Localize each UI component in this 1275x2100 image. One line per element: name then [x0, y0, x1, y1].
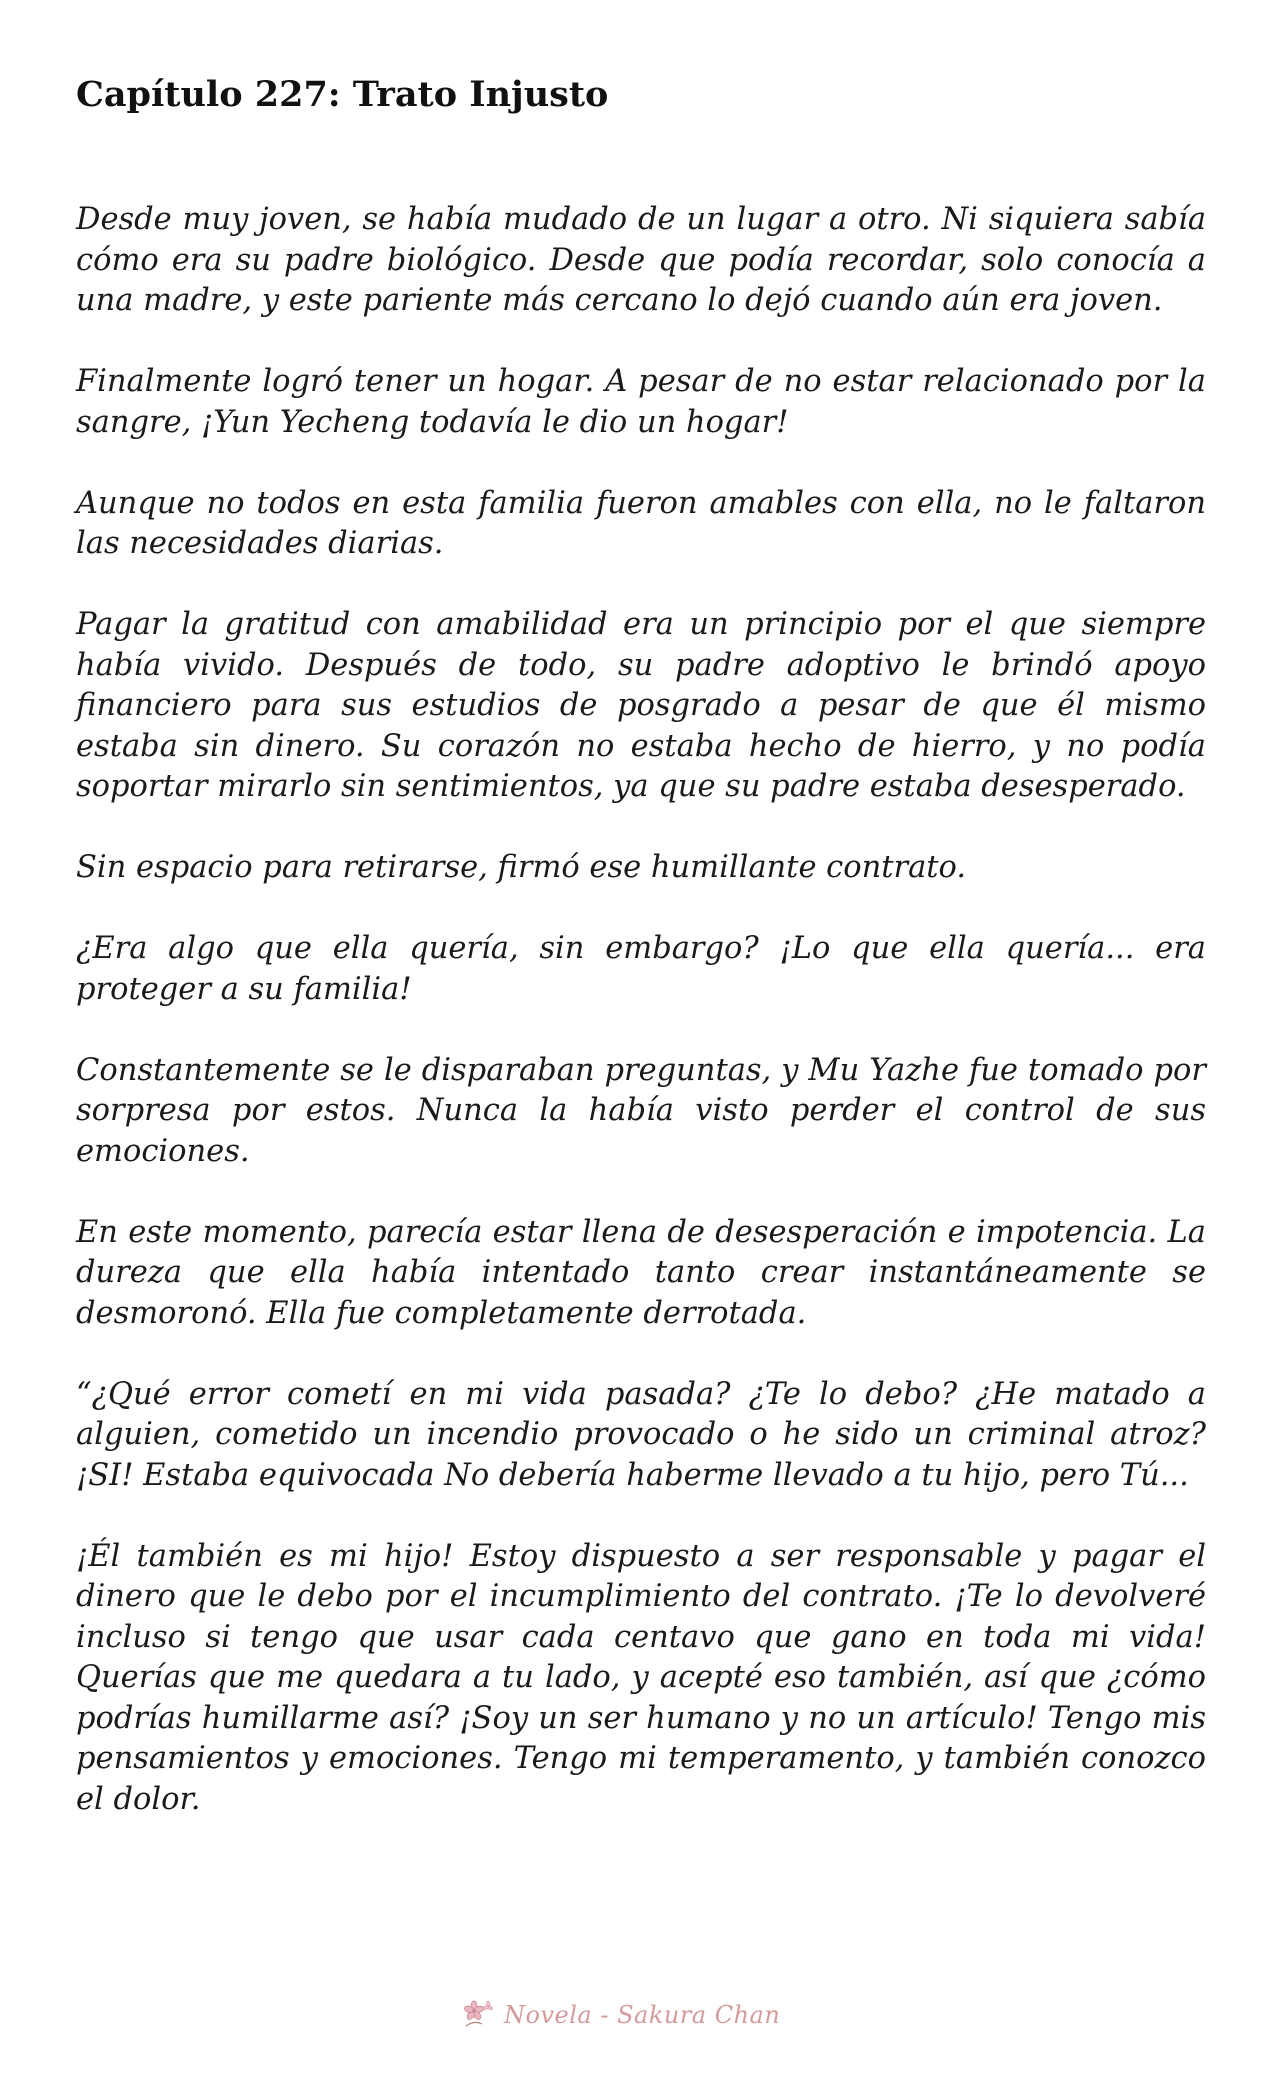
- watermark: [462, 1995, 780, 2035]
- paragraph: En este momento, parecía estar llena de desesperación e impotencia. La dureza que ella había intentado tanto crear instantáneamente se desmoronó. Ella fue completamente derrotada.: [76, 1214, 1206, 1331]
- paragraph: Aunque no todos en esta familia fueron amables con ella, no le faltaron las necesidades diarias.: [76, 485, 1206, 561]
- chapter-body: [76, 200, 1206, 1820]
- paragraph: Finalmente logró tener un hogar. A pesar de no estar relacionado por la sangre, ¡Yun Yecheng todavía le dio un hogar!: [76, 364, 1206, 440]
- paragraph: Sin espacio para retirarse, firmó ese humillante contrato.: [76, 850, 967, 885]
- paragraph: ¿Era algo que ella quería, sin embargo? ¡Lo que ella quería... era proteger a su familia!: [76, 931, 1206, 1007]
- paragraph: “¿Qué error cometí en mi vida pasada? ¿Te lo debo? ¿He matado a alguien, cometido un incendio provocado o he sido un criminal atroz? ¡SI! Estaba equivocada No debería haberme llevado a tu hijo, pero Tú...: [76, 1376, 1206, 1493]
- paragraph: Pagar la gratitud con amabilidad era un principio por el que siempre había vivido. Después de todo, su padre adoptivo le brindó apoyo financiero para sus estudios de posgrado a pesar de que él mismo estaba sin dinero. Su corazón no estaba hecho de hierro, y no podía soportar mirarlo sin sentimientos, ya que su padre estaba desesperado.: [76, 607, 1206, 804]
- watermark-text: Novela - Sakura Chan: [504, 2001, 781, 2029]
- sakura-flower-icon: [462, 1998, 496, 2032]
- paragraph: Desde muy joven, se había mudado de un lugar a otro. Ni siquiera sabía cómo era su padre biológico. Desde que podía recordar, solo conocía a una madre, y este pariente más cercano lo dejó cuando aún era joven.: [76, 202, 1206, 318]
- chapter-title: Capítulo 227: Trato Injusto: [76, 74, 609, 115]
- paragraph: Constantemente se le disparaban preguntas, y Mu Yazhe fue tomado por sorpresa por estos. Nunca la había visto perder el control de sus emociones.: [76, 1052, 1206, 1169]
- paragraph: ¡Él también es mi hijo! Estoy dispuesto a ser responsable y pagar el dinero que le debo por el incumplimiento del contrato. ¡Te lo devolveré incluso si tengo que usar cada centavo que gano en toda mi vida! Querías que me quedara a tu lado, y acepté eso también, así que ¿cómo podrías humillarme así? ¡Soy un ser humano y no un artículo! Tengo mis pensamientos y emociones. Tengo mi temperamento, y también conozco el dolor.: [76, 1538, 1206, 1817]
